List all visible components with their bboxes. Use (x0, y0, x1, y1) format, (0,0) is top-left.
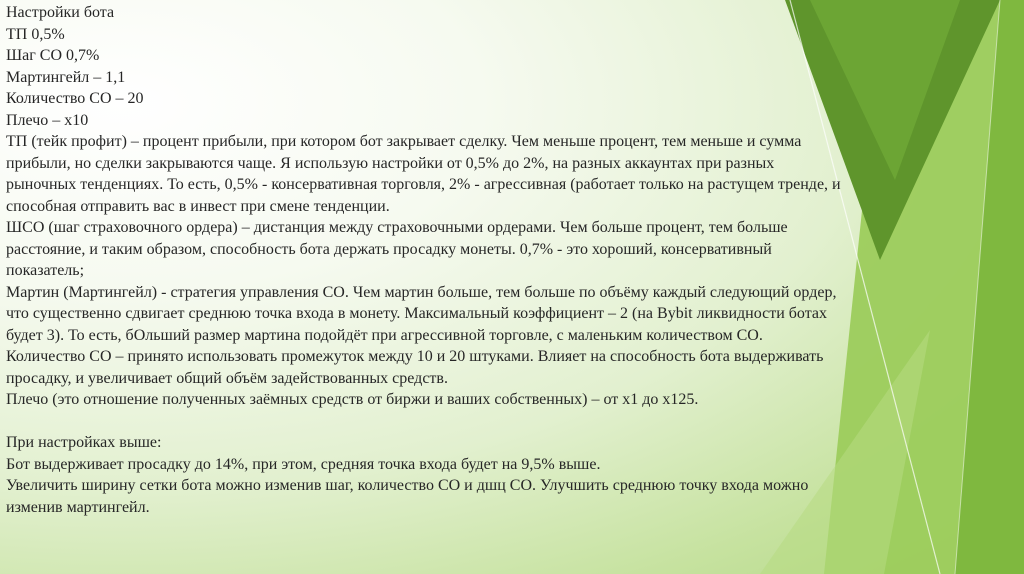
setting-martingale: Мартингейл – 1,1 (6, 68, 126, 86)
heading-bot-settings: Настройки бота (6, 4, 115, 21)
paragraph-so-count-line-2: просадку, и увеличивает общий объём задействованных средств. (6, 369, 448, 387)
paragraph-sso-line-3: показатель; (6, 262, 85, 279)
paragraph-tp-line-1: ТП (тейк профит) – процент прибыли, при котором бот закрывает сделку. Чем меньше процент, тем меньше и сумма (6, 133, 802, 150)
paragraph-sso-line-2: расстояние, и таким образом, способность бота держать просадку монеты. 0,7% - это хороший, консервативный (6, 240, 772, 258)
summary-grid-line-1: Увеличить ширину сетки бота можно изменив шаг, количество СО и дшц СО. Улучшить среднюю точку входа можно (6, 477, 809, 494)
paragraph-tp-line-4: способная отправить вас в инвест при смене тенденции. (6, 197, 390, 215)
setting-step-so: Шаг СО 0,7% (6, 47, 100, 64)
paragraph-leverage: Плечо (это отношение полученных заёмных средств от биржи и ваших собственных) – от х1 до х125. (6, 391, 699, 408)
paragraph-martin-line-2: что существенно сдвигает среднюю точка входа в монету. Максимальный коэффициент – 2 (на Bybit ликвидности ботах (6, 305, 827, 322)
setting-so-count: Количество СО – 20 (6, 90, 144, 107)
summary-grid-line-2: изменив мартингейл. (6, 498, 150, 516)
paragraph-so-count-line-1: Количество СО – принято использовать промежуток между 10 и 20 штуками. Влияет на способность бота выдерживать (6, 348, 824, 365)
setting-leverage: Плечо – х10 (6, 111, 89, 129)
paragraph-tp-line-3: рыночных тенденциях. То есть, 0,5% - консервативная торговля, 2% - агрессивная (работает только на растущем тренде, и (6, 176, 841, 193)
summary-drawdown: Бот выдерживает просадку до 14%, при этом, средняя точка входа будет на 9,5% выше. (6, 455, 601, 473)
paragraph-sso-line-1: ШСО (шаг страховочного ордера) – дистанция между страховочными ордерами. Чем больше процент, тем больше (6, 219, 788, 236)
blank-line (6, 411, 1016, 433)
paragraph-martin-line-3: будет 3). То есть, бОльший размер мартина подойдёт при агрессивной торговле, с маленьким количеством СО. (6, 326, 763, 344)
setting-tp: ТП 0,5% (6, 25, 65, 43)
summary-heading: При настройках выше: (6, 434, 162, 451)
slide-text-body (6, 2, 1016, 518)
paragraph-martin-line-1: Мартин (Мартингейл) - стратегия управления СО. Чем мартин больше, тем больше по объёму каждый следующий ордер, (6, 283, 837, 301)
paragraph-tp-line-2: прибыли, но сделки закрываются чаще. Я использую настройки от 0,5% до 2%, на разных аккаунтах при разных (6, 154, 775, 172)
